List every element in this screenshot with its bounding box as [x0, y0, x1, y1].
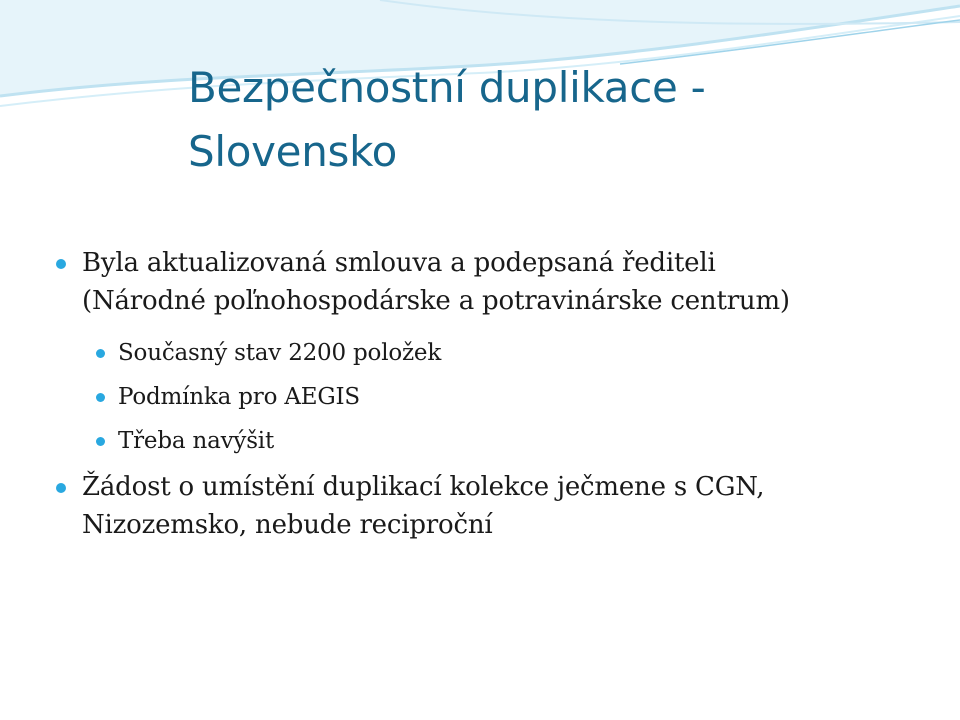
sub-bullet-item: [52, 426, 942, 456]
slide-title-line-1: Bezpečnostní duplikace -: [188, 63, 706, 112]
bullet-text-line-1: Žádost o umístění duplikací kolekce ječmene s CGN,: [82, 472, 765, 502]
bullet-text-line-1: Byla aktualizovaná smlouva a podepsaná řediteli: [82, 248, 716, 278]
slide-title: [188, 56, 705, 184]
sub-bullet-text: Třeba navýšit: [118, 428, 275, 454]
sub-bullet-dot-icon: [96, 349, 105, 358]
sub-bullet-dot-icon: [96, 393, 105, 402]
bullet-item: [52, 244, 942, 320]
bullet-item: [52, 468, 942, 544]
sub-bullet-text: Podmínka pro AEGIS: [118, 384, 360, 410]
bullet-text-line-2: Nizozemsko, nebude reciproční: [82, 510, 493, 540]
bullet-dot-icon: [56, 483, 66, 493]
sub-bullet-dot-icon: [96, 437, 105, 446]
slide-title-line-2: Slovensko: [188, 127, 398, 176]
sub-bullet-item: [52, 382, 942, 412]
sub-bullet-text: Současný stav 2200 položek: [118, 340, 442, 366]
bullet-text-line-2: (Národné poľnohospodárske a potravinárske centrum): [82, 286, 790, 316]
bullet-dot-icon: [56, 259, 66, 269]
sub-bullet-item: [52, 338, 942, 368]
slide-content: [52, 244, 942, 552]
